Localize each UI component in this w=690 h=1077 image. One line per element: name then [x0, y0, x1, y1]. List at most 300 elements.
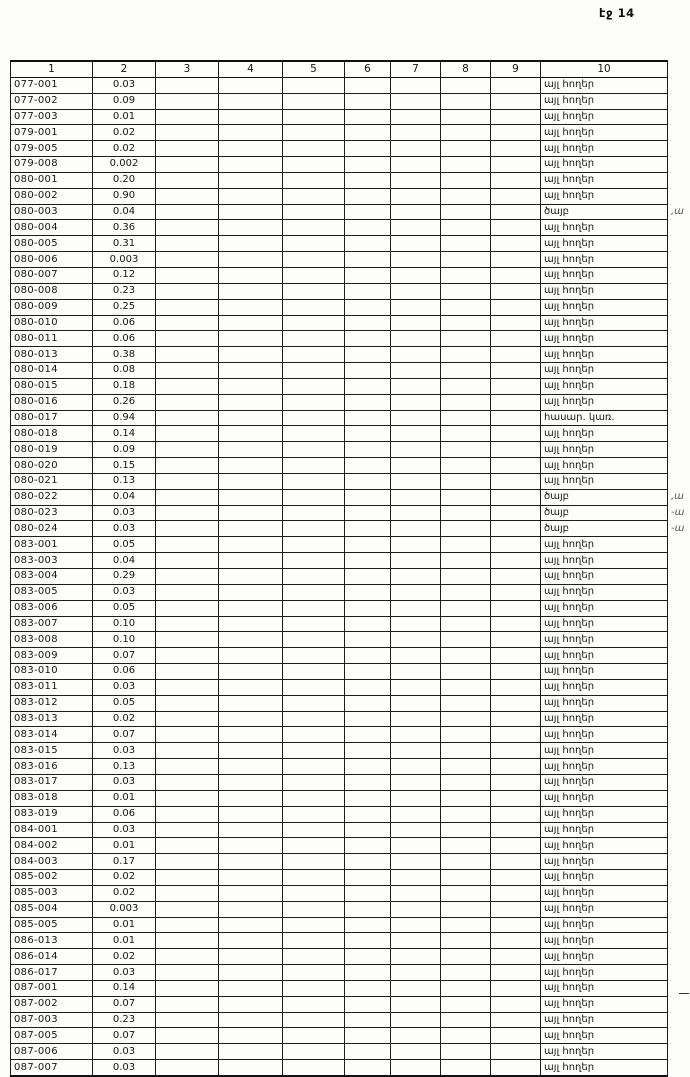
- column-header: 3: [156, 61, 219, 77]
- land-type-cell: այլ հողեր: [541, 1060, 668, 1076]
- empty-cell: [391, 901, 441, 917]
- empty-cell: [441, 806, 491, 822]
- margin-note: ,ա: [668, 204, 690, 220]
- margin-note: [668, 806, 690, 822]
- empty-cell: [156, 315, 219, 331]
- empty-cell: [219, 426, 283, 442]
- empty-cell: [441, 616, 491, 632]
- empty-cell: [345, 378, 391, 394]
- empty-cell: [219, 109, 283, 125]
- table-row: [11, 870, 690, 886]
- empty-cell: [283, 885, 345, 901]
- empty-cell: [219, 172, 283, 188]
- margin-note: [668, 267, 690, 283]
- area-value-cell: 0.04: [93, 204, 156, 220]
- empty-cell: [219, 1044, 283, 1060]
- land-type-cell: այլ հողեր: [541, 1028, 668, 1044]
- empty-cell: [219, 77, 283, 93]
- empty-cell: [219, 347, 283, 363]
- area-value-cell: 0.90: [93, 188, 156, 204]
- parcel-id-cell: 080-011: [11, 331, 93, 347]
- empty-cell: [441, 1044, 491, 1060]
- table-row: [11, 727, 690, 743]
- margin-note: [668, 1060, 690, 1076]
- empty-cell: [345, 252, 391, 268]
- empty-cell: [345, 473, 391, 489]
- empty-cell: [491, 774, 541, 790]
- empty-cell: [441, 315, 491, 331]
- margin-note: [668, 996, 690, 1012]
- area-value-cell: 0.25: [93, 299, 156, 315]
- parcel-id-cell: 083-019: [11, 806, 93, 822]
- land-type-cell: այլ հողեր: [541, 157, 668, 173]
- margin-note: [668, 616, 690, 632]
- empty-cell: [283, 743, 345, 759]
- empty-cell: [283, 648, 345, 664]
- empty-cell: [156, 458, 219, 474]
- parcel-id-cell: 080-007: [11, 267, 93, 283]
- empty-cell: [391, 1028, 441, 1044]
- empty-cell: [219, 204, 283, 220]
- table-row: [11, 299, 690, 315]
- land-type-cell: այլ հողեր: [541, 331, 668, 347]
- empty-cell: [491, 458, 541, 474]
- empty-cell: [219, 1028, 283, 1044]
- area-value-cell: 0.06: [93, 315, 156, 331]
- empty-cell: [345, 442, 391, 458]
- empty-cell: [219, 125, 283, 141]
- margin-spacer: [668, 61, 690, 77]
- empty-cell: [283, 632, 345, 648]
- empty-cell: [491, 695, 541, 711]
- empty-cell: [156, 299, 219, 315]
- empty-cell: [391, 695, 441, 711]
- table-row: [11, 252, 690, 268]
- empty-cell: [156, 806, 219, 822]
- table-row: [11, 363, 690, 379]
- empty-cell: [491, 996, 541, 1012]
- empty-cell: [441, 996, 491, 1012]
- column-header: 10: [541, 61, 668, 77]
- empty-cell: [441, 172, 491, 188]
- table-row: [11, 347, 690, 363]
- empty-cell: [441, 347, 491, 363]
- parcel-id-cell: 080-022: [11, 489, 93, 505]
- empty-cell: [283, 204, 345, 220]
- table-row: [11, 553, 690, 569]
- empty-cell: [391, 410, 441, 426]
- table-row: [11, 885, 690, 901]
- land-type-cell: այլ հողեր: [541, 109, 668, 125]
- empty-cell: [219, 822, 283, 838]
- empty-cell: [391, 584, 441, 600]
- empty-cell: [345, 141, 391, 157]
- empty-cell: [219, 743, 283, 759]
- empty-cell: [391, 220, 441, 236]
- empty-cell: [345, 711, 391, 727]
- empty-cell: [491, 885, 541, 901]
- table-row: [11, 378, 690, 394]
- empty-cell: [345, 458, 391, 474]
- parcel-id-cell: 080-019: [11, 442, 93, 458]
- empty-cell: [219, 220, 283, 236]
- empty-cell: [441, 521, 491, 537]
- empty-cell: [491, 267, 541, 283]
- land-type-cell: այլ հողեր: [541, 458, 668, 474]
- empty-cell: [219, 299, 283, 315]
- land-type-cell: այլ հողեր: [541, 996, 668, 1012]
- empty-cell: [441, 743, 491, 759]
- empty-cell: [219, 996, 283, 1012]
- margin-note: [668, 949, 690, 965]
- empty-cell: [345, 489, 391, 505]
- empty-cell: [283, 172, 345, 188]
- empty-cell: [283, 236, 345, 252]
- empty-cell: [441, 774, 491, 790]
- margin-note: -ա: [668, 505, 690, 521]
- table-row: [11, 537, 690, 553]
- land-type-cell: այլ հողեր: [541, 664, 668, 680]
- empty-cell: [219, 473, 283, 489]
- empty-cell: [283, 949, 345, 965]
- empty-cell: [491, 77, 541, 93]
- empty-cell: [391, 521, 441, 537]
- parcel-id-cell: 080-021: [11, 473, 93, 489]
- empty-cell: [156, 1028, 219, 1044]
- margin-note: [668, 569, 690, 585]
- margin-note: [668, 458, 690, 474]
- empty-cell: [283, 901, 345, 917]
- empty-cell: [156, 363, 219, 379]
- empty-cell: [345, 870, 391, 886]
- margin-note: [668, 664, 690, 680]
- parcel-id-cell: 087-007: [11, 1060, 93, 1076]
- parcel-id-cell: 079-005: [11, 141, 93, 157]
- empty-cell: [345, 109, 391, 125]
- empty-cell: [156, 679, 219, 695]
- table-row: [11, 1012, 690, 1028]
- area-value-cell: 0.003: [93, 252, 156, 268]
- empty-cell: [283, 553, 345, 569]
- empty-cell: [391, 806, 441, 822]
- land-type-cell: այլ հողեր: [541, 315, 668, 331]
- empty-cell: [491, 711, 541, 727]
- empty-cell: [441, 188, 491, 204]
- column-header: 5: [283, 61, 345, 77]
- empty-cell: [283, 790, 345, 806]
- parcel-id-cell: 083-008: [11, 632, 93, 648]
- margin-note: [668, 394, 690, 410]
- empty-cell: [391, 711, 441, 727]
- land-type-cell: այլ հողեր: [541, 236, 668, 252]
- empty-cell: [391, 569, 441, 585]
- empty-cell: [156, 822, 219, 838]
- table-row: [11, 917, 690, 933]
- area-value-cell: 0.03: [93, 521, 156, 537]
- empty-cell: [345, 537, 391, 553]
- area-value-cell: 0.14: [93, 980, 156, 996]
- empty-cell: [283, 806, 345, 822]
- empty-cell: [441, 394, 491, 410]
- margin-note: [668, 743, 690, 759]
- empty-cell: [491, 759, 541, 775]
- table-row: [11, 759, 690, 775]
- area-value-cell: 0.02: [93, 870, 156, 886]
- empty-cell: [441, 410, 491, 426]
- empty-cell: [441, 109, 491, 125]
- empty-cell: [283, 347, 345, 363]
- table-row: [11, 600, 690, 616]
- table-row: [11, 220, 690, 236]
- empty-cell: [345, 885, 391, 901]
- land-type-cell: այլ հողեր: [541, 93, 668, 109]
- empty-cell: [441, 711, 491, 727]
- area-value-cell: 0.31: [93, 236, 156, 252]
- parcel-id-cell: 080-015: [11, 378, 93, 394]
- empty-cell: [219, 331, 283, 347]
- empty-cell: [219, 410, 283, 426]
- empty-cell: [219, 537, 283, 553]
- parcel-id-cell: 080-002: [11, 188, 93, 204]
- empty-cell: [345, 806, 391, 822]
- area-value-cell: 0.13: [93, 759, 156, 775]
- land-type-cell: այլ հողեր: [541, 854, 668, 870]
- table-row: [11, 109, 690, 125]
- area-value-cell: 0.14: [93, 426, 156, 442]
- empty-cell: [156, 965, 219, 981]
- table-row: [11, 996, 690, 1012]
- empty-cell: [219, 521, 283, 537]
- empty-cell: [441, 584, 491, 600]
- empty-cell: [441, 569, 491, 585]
- empty-cell: [345, 632, 391, 648]
- empty-cell: [491, 790, 541, 806]
- empty-cell: [491, 521, 541, 537]
- parcel-id-cell: 080-005: [11, 236, 93, 252]
- table-row: [11, 157, 690, 173]
- empty-cell: [283, 600, 345, 616]
- parcel-id-cell: 085-005: [11, 917, 93, 933]
- empty-cell: [219, 93, 283, 109]
- parcel-id-cell: 080-016: [11, 394, 93, 410]
- empty-cell: [219, 553, 283, 569]
- empty-cell: [391, 283, 441, 299]
- parcel-id-cell: 080-023: [11, 505, 93, 521]
- empty-cell: [345, 521, 391, 537]
- margin-note: [668, 822, 690, 838]
- empty-cell: [283, 188, 345, 204]
- empty-cell: [283, 933, 345, 949]
- margin-note: [668, 1044, 690, 1060]
- empty-cell: [491, 743, 541, 759]
- empty-cell: [156, 426, 219, 442]
- empty-cell: [441, 759, 491, 775]
- parcel-id-cell: 077-002: [11, 93, 93, 109]
- margin-note: [668, 93, 690, 109]
- land-type-cell: այլ հողեր: [541, 473, 668, 489]
- empty-cell: [491, 901, 541, 917]
- empty-cell: [441, 553, 491, 569]
- table-row: [11, 711, 690, 727]
- empty-cell: [491, 648, 541, 664]
- land-type-cell: այլ հողեր: [541, 172, 668, 188]
- empty-cell: [391, 125, 441, 141]
- parcel-id-cell: 084-001: [11, 822, 93, 838]
- empty-cell: [441, 299, 491, 315]
- table-row: [11, 854, 690, 870]
- table-row: [11, 458, 690, 474]
- empty-cell: [283, 410, 345, 426]
- empty-cell: [156, 125, 219, 141]
- table-row: [11, 172, 690, 188]
- empty-cell: [219, 917, 283, 933]
- empty-cell: [491, 600, 541, 616]
- empty-cell: [219, 1012, 283, 1028]
- empty-cell: [283, 220, 345, 236]
- margin-note: [668, 648, 690, 664]
- empty-cell: [345, 965, 391, 981]
- empty-cell: [156, 220, 219, 236]
- empty-cell: [156, 394, 219, 410]
- parcel-id-cell: 083-017: [11, 774, 93, 790]
- empty-cell: [156, 901, 219, 917]
- area-value-cell: 0.03: [93, 505, 156, 521]
- empty-cell: [491, 917, 541, 933]
- land-type-cell: այլ հողեր: [541, 711, 668, 727]
- table-row: [11, 1028, 690, 1044]
- empty-cell: [283, 569, 345, 585]
- margin-note: [668, 679, 690, 695]
- empty-cell: [219, 283, 283, 299]
- empty-cell: [156, 933, 219, 949]
- empty-cell: [391, 949, 441, 965]
- empty-cell: [441, 77, 491, 93]
- table-row: [11, 695, 690, 711]
- empty-cell: [283, 616, 345, 632]
- area-value-cell: 0.01: [93, 838, 156, 854]
- empty-cell: [345, 410, 391, 426]
- area-value-cell: 0.23: [93, 1012, 156, 1028]
- empty-cell: [345, 996, 391, 1012]
- empty-cell: [283, 157, 345, 173]
- table-row: [11, 965, 690, 981]
- empty-cell: [441, 854, 491, 870]
- empty-cell: [156, 870, 219, 886]
- empty-cell: [391, 870, 441, 886]
- parcel-id-cell: 085-004: [11, 901, 93, 917]
- land-type-cell: այլ հողեր: [541, 584, 668, 600]
- empty-cell: [345, 299, 391, 315]
- margin-note: [668, 252, 690, 268]
- empty-cell: [441, 157, 491, 173]
- empty-cell: [156, 743, 219, 759]
- area-value-cell: 0.04: [93, 489, 156, 505]
- empty-cell: [283, 489, 345, 505]
- empty-cell: [156, 505, 219, 521]
- land-type-cell: այլ հողեր: [541, 426, 668, 442]
- land-type-cell: այլ հողեր: [541, 141, 668, 157]
- empty-cell: [345, 584, 391, 600]
- empty-cell: [219, 315, 283, 331]
- empty-cell: [491, 188, 541, 204]
- empty-cell: [219, 664, 283, 680]
- area-value-cell: 0.04: [93, 553, 156, 569]
- empty-cell: [391, 1044, 441, 1060]
- empty-cell: [156, 632, 219, 648]
- area-value-cell: 0.13: [93, 473, 156, 489]
- area-value-cell: 0.06: [93, 664, 156, 680]
- empty-cell: [441, 1012, 491, 1028]
- table-row: [11, 743, 690, 759]
- parcel-id-cell: 083-007: [11, 616, 93, 632]
- area-value-cell: 0.29: [93, 569, 156, 585]
- area-value-cell: 0.03: [93, 774, 156, 790]
- empty-cell: [283, 822, 345, 838]
- margin-note: [668, 363, 690, 379]
- empty-cell: [491, 616, 541, 632]
- parcel-id-cell: 080-006: [11, 252, 93, 268]
- margin-note: [668, 1012, 690, 1028]
- empty-cell: [283, 77, 345, 93]
- area-value-cell: 0.15: [93, 458, 156, 474]
- empty-cell: [156, 996, 219, 1012]
- empty-cell: [391, 204, 441, 220]
- table-row: [11, 806, 690, 822]
- empty-cell: [491, 442, 541, 458]
- land-type-cell: այլ հողեր: [541, 917, 668, 933]
- empty-cell: [345, 790, 391, 806]
- table-row: [11, 442, 690, 458]
- area-value-cell: 0.06: [93, 806, 156, 822]
- empty-cell: [345, 283, 391, 299]
- empty-cell: [391, 1012, 441, 1028]
- empty-cell: [491, 410, 541, 426]
- empty-cell: [219, 600, 283, 616]
- land-type-cell: այլ հողեր: [541, 790, 668, 806]
- empty-cell: [283, 1060, 345, 1076]
- margin-note: [668, 299, 690, 315]
- empty-cell: [345, 394, 391, 410]
- empty-cell: [219, 854, 283, 870]
- area-value-cell: 0.05: [93, 537, 156, 553]
- empty-cell: [391, 394, 441, 410]
- margin-note: [668, 632, 690, 648]
- empty-cell: [345, 822, 391, 838]
- parcel-id-cell: 080-020: [11, 458, 93, 474]
- empty-cell: [441, 727, 491, 743]
- empty-cell: [491, 331, 541, 347]
- empty-cell: [491, 252, 541, 268]
- parcel-id-cell: 083-015: [11, 743, 93, 759]
- empty-cell: [345, 363, 391, 379]
- table-row: [11, 77, 690, 93]
- empty-cell: [391, 965, 441, 981]
- margin-note: [668, 157, 690, 173]
- empty-cell: [156, 759, 219, 775]
- empty-cell: [345, 236, 391, 252]
- empty-cell: [283, 774, 345, 790]
- empty-cell: [391, 616, 441, 632]
- empty-cell: [491, 172, 541, 188]
- empty-cell: [345, 93, 391, 109]
- empty-cell: [441, 220, 491, 236]
- empty-cell: [219, 679, 283, 695]
- area-value-cell: 0.01: [93, 790, 156, 806]
- area-value-cell: 0.26: [93, 394, 156, 410]
- margin-note: [668, 774, 690, 790]
- area-value-cell: 0.12: [93, 267, 156, 283]
- empty-cell: [156, 378, 219, 394]
